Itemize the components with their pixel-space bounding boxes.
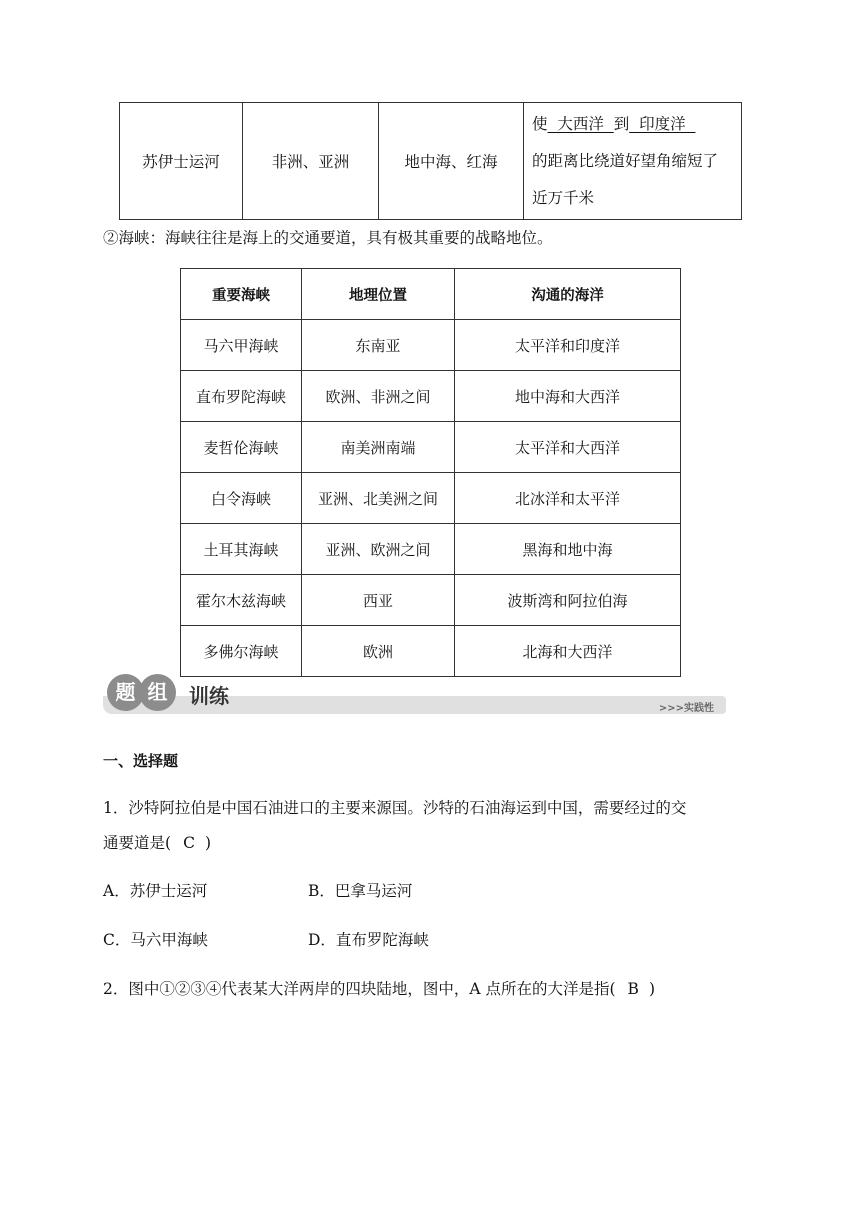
question-1-options-cd [103,928,429,950]
answer-blank-1: 大西洋 [547,114,614,133]
canal-desc-line3: 近万千米 [532,188,595,207]
canal-continents-cell: 非洲、亚洲 [243,103,379,220]
strait-location: 西亚 [302,575,455,626]
strait-location: 南美洲南端 [302,422,455,473]
answer-blank-2: 印度洋 [629,114,696,133]
option-a: A．苏伊士运河 [103,882,208,900]
section-banner [103,672,726,718]
strait-oceans: 太平洋和印度洋 [455,320,681,371]
strait-name: 马六甲海峡 [181,320,302,371]
strait-name: 土耳其海峡 [181,524,302,575]
question-2-text: 2．图中①②③④代表某大洋两岸的四块陆地，图中，A 点所在的大洋是指( [103,980,616,998]
strait-location: 东南亚 [302,320,455,371]
table-row [120,103,742,220]
question-2 [103,977,655,999]
desc-mid: 到 [613,114,630,133]
strait-name: 直布罗陀海峡 [181,371,302,422]
desc-prefix: 使 [532,114,548,133]
option-c: C．马六甲海峡 [103,931,208,949]
question-1-line-1: 1．沙特阿拉伯是中国石油进口的主要来源国。沙特的石油海运到中国，需要经过的交 [103,799,687,817]
strait-oceans: 波斯湾和阿拉伯海 [455,575,681,626]
strait-name: 麦哲伦海峡 [181,422,302,473]
strait-location: 欧洲、非洲之间 [302,371,455,422]
canal-desc-line1 [532,106,735,143]
table-row [181,524,681,575]
question-1-options-ab [103,879,412,901]
option-d: D．直布罗陀海峡 [308,931,429,949]
canal-seas-cell: 地中海、红海 [379,103,524,220]
table-row [181,422,681,473]
banner-badge-1: 题 [107,674,144,711]
strait-note: ②海峡：海峡往往是海上的交通要道，具有极其重要的战略地位。 [103,229,553,247]
table-row [181,473,681,524]
table-header-row [181,269,681,320]
banner-tag: >>>实践性 [658,703,714,714]
question-1-answer: C [183,834,195,852]
table-row [181,371,681,422]
strait-location: 亚洲、北美洲之间 [302,473,455,524]
banner-badge-2: 组 [139,674,176,711]
strait-oceans: 地中海和大西洋 [455,371,681,422]
strait-name: 霍尔木兹海峡 [181,575,302,626]
strait-oceans: 北冰洋和太平洋 [455,473,681,524]
canal-desc-cell [524,103,742,220]
strait-name: 多佛尔海峡 [181,626,302,677]
strait-oceans: 太平洋和大西洋 [455,422,681,473]
table-row [181,575,681,626]
banner-title: 训练 [189,684,229,708]
strait-table [180,268,681,677]
table-row [181,320,681,371]
question-2-suffix: ) [648,980,655,998]
header-oceans: 沟通的海洋 [455,269,681,320]
question-2-answer: B [627,980,639,998]
section-heading: 一、选择题 [103,752,179,770]
strait-location: 亚洲、欧洲之间 [302,524,455,575]
canal-name-cell: 苏伊士运河 [120,103,243,220]
canal-desc-line2: 的距离比绕道好望角缩短了 [532,151,719,170]
question-1-line-2 [103,831,211,853]
strait-oceans: 黑海和地中海 [455,524,681,575]
header-location: 地理位置 [302,269,455,320]
option-b: B．巴拿马运河 [308,882,413,900]
strait-oceans: 北海和大西洋 [455,626,681,677]
table-row [181,626,681,677]
canal-table [119,102,742,220]
strait-location: 欧洲 [302,626,455,677]
header-strait: 重要海峡 [181,269,302,320]
question-1-suffix: ) [204,834,211,852]
question-1-prefix: 通要道是( [103,834,172,852]
strait-name: 白令海峡 [181,473,302,524]
